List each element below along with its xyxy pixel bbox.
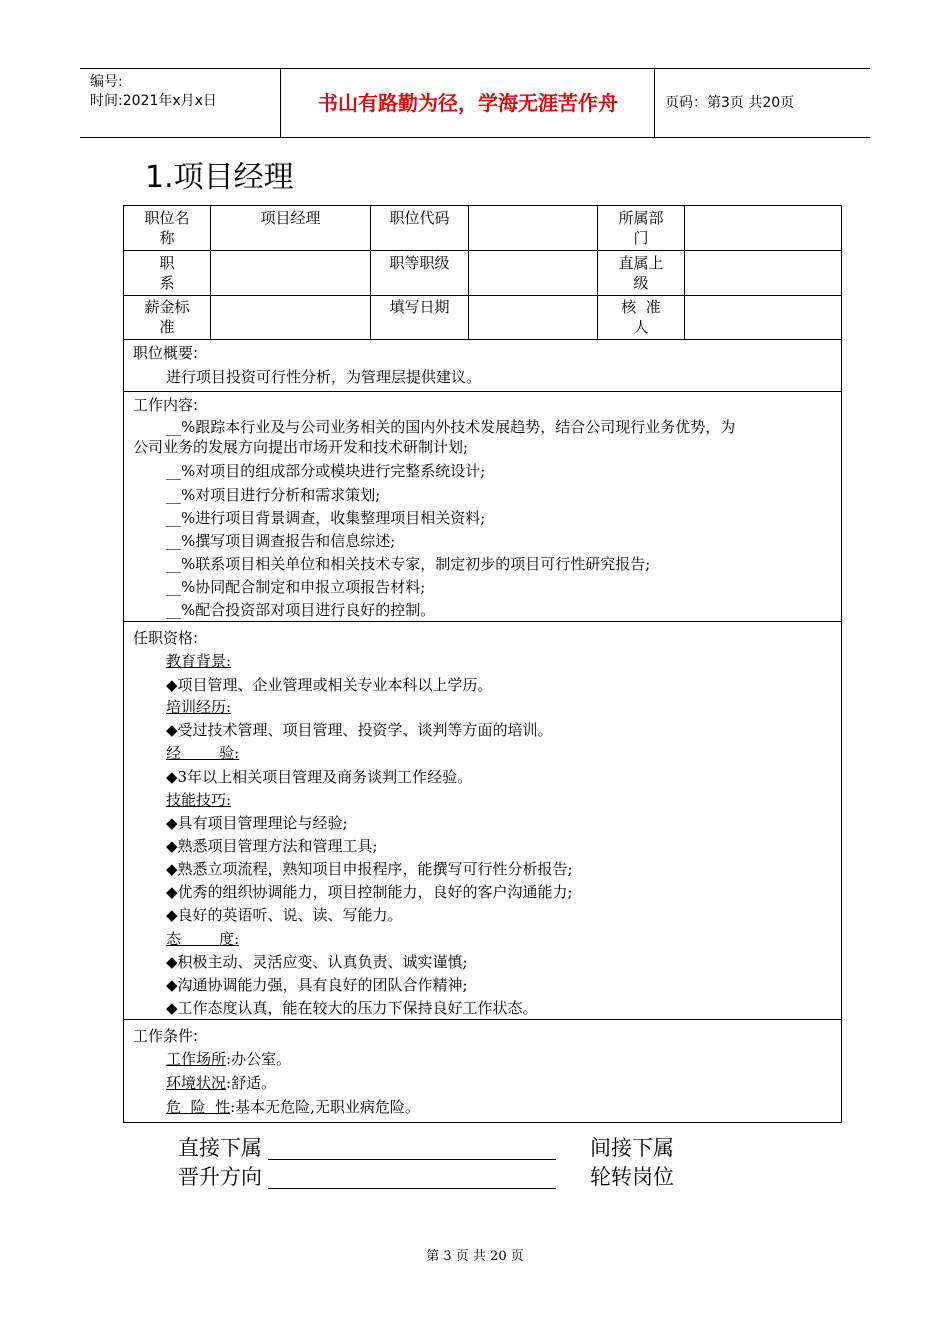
skill-item: ◆熟悉立项流程，熟知项目申报程序，能撰写可行性分析报告;: [166, 860, 573, 878]
job-family-label: 职 系: [159, 254, 175, 292]
skill-item: ◆良好的英语听、说、读、写能力。: [166, 906, 403, 924]
training-text: ◆受过技术管理、项目管理、投资学、谈判等方面的培训。: [166, 721, 553, 739]
table-divider: [123, 1019, 842, 1020]
header-meta: [80, 69, 281, 137]
table-divider: [684, 205, 685, 339]
work-heading: 工作内容:: [133, 396, 199, 414]
header-page-info: 页码：第3页 共20页: [665, 95, 795, 111]
skill-item: ◆具有项目管理理论与经验;: [166, 814, 348, 832]
condition-risk: 危 险 性:基本无危险,无职业病危险。: [166, 1098, 420, 1116]
attitude-item: ◆沟通协调能力强，具有良好的团队合作精神;: [166, 976, 468, 994]
header-motto: 书山有路勤为径，学海无涯苦作舟: [282, 69, 655, 137]
work-item: __%撰写项目调查报告和信息综述;: [166, 532, 396, 550]
time-label: 时间:2021年x月x日: [90, 93, 217, 109]
promotion-line: [268, 1188, 556, 1189]
work-item: __%跟踪本行业及与公司业务相关的国内外技术发展趋势，结合公司现行业务优势，为: [166, 418, 736, 436]
supervisor-label: 直属上 级: [618, 254, 664, 292]
fill-date-label: 填写日期: [389, 298, 450, 316]
number-label: 编号:: [90, 74, 123, 90]
training-label: 培训经历:: [166, 698, 232, 716]
page-header: [80, 68, 870, 138]
conditions-heading: 工作条件:: [133, 1027, 199, 1045]
attitude-label: 态 度:: [166, 930, 240, 948]
work-item: __%配合投资部对项目进行良好的控制。: [166, 601, 436, 619]
department-label: 所属部 门: [618, 209, 664, 247]
skill-item: ◆优秀的组织协调能力，项目控制能力，良好的客户沟通能力;: [166, 883, 573, 901]
table-divider: [123, 295, 842, 296]
experience-text: ◆3年以上相关项目管理及商务谈判工作经验。: [166, 768, 473, 786]
position-name-value: 项目经理: [260, 209, 321, 227]
table-divider: [123, 621, 842, 622]
work-item: __%联系项目相关单位和相关技术专家，制定初步的项目可行性研究报告;: [166, 555, 651, 573]
position-name-label: 职位名 称: [144, 209, 190, 247]
work-item: __%对项目的组成部分或模块进行完整系统设计;: [166, 462, 486, 480]
overview-heading: 职位概要:: [133, 344, 199, 362]
attitude-item: ◆积极主动、灵活应变、认真负责、诚实谨慎;: [166, 953, 468, 971]
condition-place: 工作场所:办公室。: [166, 1050, 292, 1068]
position-code-label: 职位代码: [389, 209, 450, 227]
education-text: ◆项目管理、企业管理或相关专业本科以上学历。: [166, 676, 493, 694]
indirect-subordinate-label: 间接下属: [590, 1136, 674, 1160]
table-divider: [123, 250, 842, 251]
attitude-item: ◆工作态度认真，能在较大的压力下保持良好工作状态。: [166, 999, 538, 1017]
rotation-label: 轮转岗位: [590, 1165, 674, 1189]
grade-label: 职等职级: [389, 254, 450, 272]
direct-subordinate-label: 直接下属: [178, 1136, 262, 1160]
promotion-label: 晋升方向: [178, 1165, 262, 1189]
overview-text: 进行项目投资可行性分析，为管理层提供建议。: [166, 368, 482, 386]
skills-label: 技能技巧:: [166, 791, 232, 809]
skill-item: ◆熟悉项目管理方法和管理工具;: [166, 837, 378, 855]
work-item: __%协同配合制定和申报立项报告材料;: [166, 578, 426, 596]
page-title: 1.项目经理: [145, 160, 294, 195]
work-item: __%对项目进行分析和需求策划;: [166, 486, 381, 504]
condition-environment: 环境状况:舒适。: [166, 1074, 277, 1092]
page-number: 第 3 页 共 20 页: [426, 1249, 524, 1264]
table-divider: [468, 205, 469, 339]
work-item: __%进行项目背景调查，收集整理项目相关资料;: [166, 509, 486, 527]
experience-label: 经 验:: [166, 744, 240, 762]
qualification-heading: 任职资格:: [133, 629, 199, 647]
direct-subordinate-line: [268, 1159, 556, 1160]
table-divider: [123, 391, 842, 392]
work-item: 公司业务的发展方向提出市场开发和技术研制计划;: [133, 438, 469, 456]
table-divider: [123, 339, 842, 340]
education-label: 教育背景:: [166, 652, 232, 670]
salary-label: 薪金标 准: [144, 298, 190, 336]
approver-label: 核 准 人: [621, 298, 661, 336]
